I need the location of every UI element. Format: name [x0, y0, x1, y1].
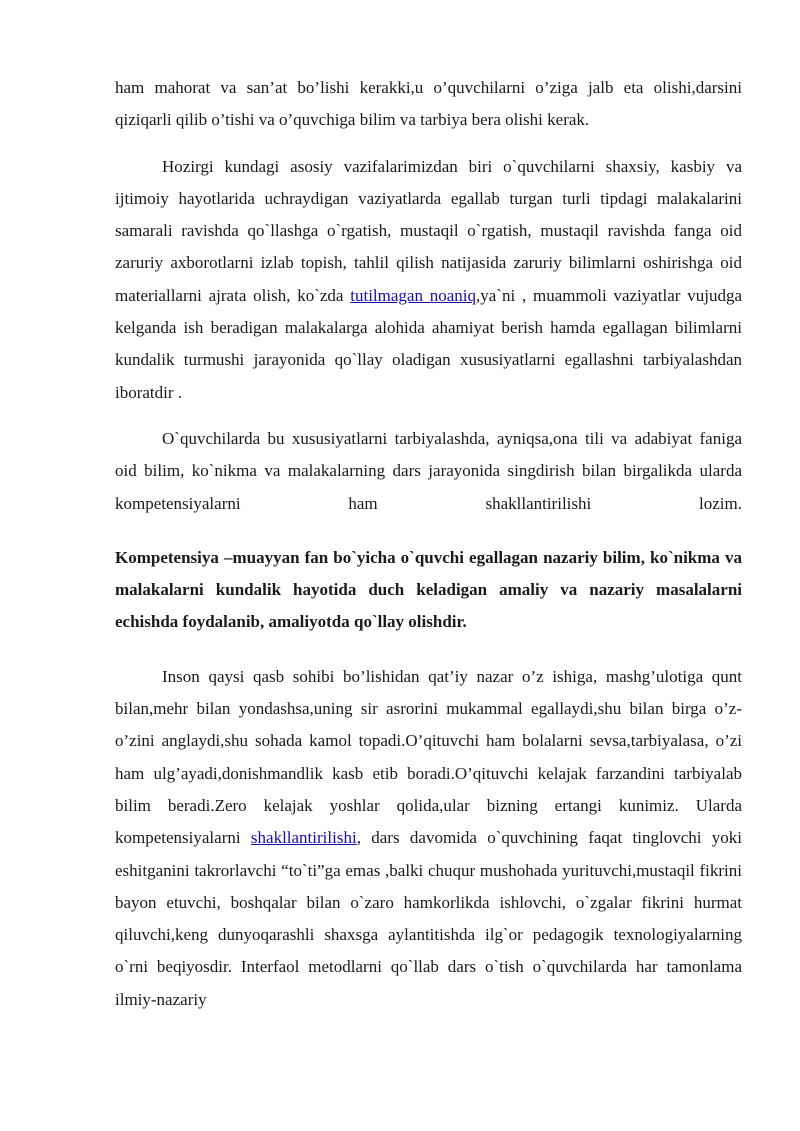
definition-competence: Kompetensiya –muayyan fan bo`yicha o`quvchi egallagan nazariy bilim, ko`nikma va malakalarni kundalik hayotida duch keladigan amaliy va nazariy masalalarni echishda foydalanib, amaliyotda qo`llay olishdir.: [115, 547, 742, 632]
hyperlink-tutilmagan-noaniq[interactable]: tutilmagan noaniq: [350, 285, 477, 305]
paragraph-teacher-text-end: , dars davomida o`quvchining faqat tinglovchi yoki eshitganini takrorlavchi “to`ti”ga emas ,balki chuqur mushohada yurituvchi,mustaqil fikrini bayon etuvchi, boshqalar bilan o`zaro hamkorlikda ishlovchi, o`zgalar fikrini hurmat qiluvchi,keng dunyoqarashli shaxsga aylantitishda ilg`or pedagogik texnologiyalarning o`rni beqiyosdir. Interfaol metodlarni qo`llab dars o`tish o`quvchilarda har tamonlama ilmiy-nazariy: [115, 828, 743, 1009]
paragraph-teacher: [115, 661, 742, 1016]
paragraph-teacher-text: Inson qaysi qasb sohibi bo’lishidan qat’iy nazar o’z ishiga, mashg’ulotiga qunt bilan,mehr bilan yondashsa,uning sir asrorini mukammal egallaydi,shu bilan birga o’z-o’zini anglaydi,shu sohada kamol topadi.O’qituvchi ham bolalarni sevsa,tarbiyalasa, o’zi ham ulg’ayadi,donishmandlik kasb etib boradi.O’qituvchi kelajak farzandini tarbiyalab bilim beradi.Zero kelajak yoshlar qolida,ular bizning ertangi kunimiz. Ularda kompetensiyalarni: [115, 666, 742, 848]
hyperlink-shakllantirilishi[interactable]: shakllantirilishi: [250, 828, 357, 848]
paragraph-tasks: [115, 151, 742, 409]
paragraph-tasks-text: Hozirgi kundagi asosiy vazifalarimizdan biri o`quvchilarni shaxsiy, kasbiy va ijtimoiy hayotlarida uchraydigan vaziyatlarda egallab turgan turli tipdagi malakalarini samarali ravishda qo`llashga o`rgatish, mustaqil o`rgatish, mustaqil ravishda fanga oid zaruriy axborotlarni izlab topish, tahlil qilish natijasida zaruriy bilimlarni oshirishga oid materiallarni ajrata olish, ko`zda: [115, 156, 742, 305]
paragraph-continuation: ham mahorat va san’at bo’lishi kerakki,u o’quvchilarni o’ziga jalb eta olishi,darsini qiziqarli qilib o’tishi va o’quvchiga bilim va tarbiya bera olishi kerak.: [115, 78, 742, 130]
paragraph-tasks-text-end: ,ya`ni , muammoli vaziyatlar vujudga kelganda ish beradigan malakalarga alohida ahamiyat berish hamda egallagan bilimlarni kundalik turmushi jarayonida qo`llay oladigan xususiyatlarni egallashni tarbiyalashdan iboratdir .: [115, 285, 743, 402]
paragraph-competences: O`quvchilarda bu xususiyatlarni tarbiyalashda, ayniqsa,ona tili va adabiyat faniga oid bilim, ko`nikma va malakalarning dars jarayonida singdirish bilan birgalikda ularda kompetensiyalarni ham shakllantirilishi lozim.: [115, 428, 742, 513]
